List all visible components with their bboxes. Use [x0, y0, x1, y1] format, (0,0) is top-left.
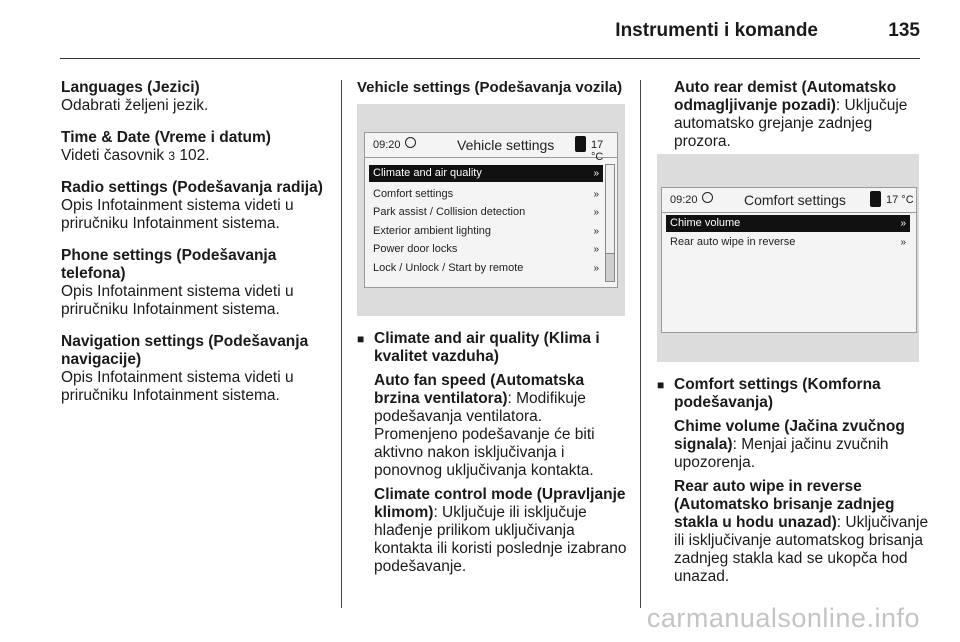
section-heading: Navigation settings (Podešavanja navigacije): [61, 333, 309, 368]
section-heading-vehicle-settings: Vehicle settings (Podešavanja vozila): [357, 79, 623, 96]
item-auto-fan-speed: [374, 372, 627, 480]
bullet-title: Climate and air quality (Klima i kvalitet vazduha): [374, 330, 600, 365]
menu-item-rear-auto-wipe[interactable]: [666, 234, 910, 251]
menu-item-label: Lock / Unlock / Start by remote: [373, 262, 524, 274]
page-reference-arrow-icon: 3: [168, 149, 176, 163]
watermark: carmanualsonline.info: [646, 603, 920, 633]
item-desc: : Menjai jačinu zvučnih upozorenja.: [674, 436, 889, 471]
menu-item-park-assist[interactable]: [369, 204, 603, 221]
section-radio-settings: [61, 179, 326, 233]
menu-item-climate[interactable]: [369, 165, 603, 182]
section-heading: Radio settings (Podešavanja radija): [61, 179, 323, 196]
item-climate-control-mode: [374, 486, 627, 576]
chevron-right-icon: »: [593, 263, 599, 274]
vehicle-settings-screenshot: [357, 104, 625, 316]
item-term: Rear auto wipe in reverse (Automatsko brisanje zadnjeg stakla u hodu unazad): [674, 478, 895, 531]
section-languages: [61, 79, 326, 115]
phone-icon: [575, 136, 586, 152]
section-body: Odabrati željeni jezik.: [61, 97, 209, 114]
scrollbar[interactable]: [605, 164, 615, 282]
menu-item-chime-volume[interactable]: [666, 215, 910, 232]
section-body: [61, 147, 326, 165]
chevron-right-icon: »: [900, 218, 906, 229]
screen-time: 09:20: [670, 194, 698, 206]
column-3: [657, 79, 932, 151]
bullet-comfort: [657, 376, 932, 586]
item-term: Auto rear demist (Automatsko odmagljivanje pozadi): [674, 79, 897, 114]
page-number: 135: [888, 20, 920, 41]
section-phone-settings: [61, 247, 326, 319]
section-heading: Languages (Jezici): [61, 79, 200, 96]
phone-icon: [870, 191, 881, 207]
chevron-right-icon: »: [900, 237, 906, 248]
page-header-title: Instrumenti i komande: [615, 20, 818, 41]
column-3-body: [657, 376, 932, 586]
column-2-body: [357, 330, 627, 576]
menu-item-exterior-lighting[interactable]: [369, 223, 603, 240]
section-heading: Phone settings (Podešavanja telefona): [61, 247, 277, 282]
menu-item-comfort[interactable]: [369, 186, 603, 203]
section-time-date: [61, 129, 326, 165]
chevron-right-icon: »: [593, 189, 599, 200]
item-term: Climate control mode (Upravljanje klimom): [374, 486, 626, 521]
menu-item-lock-unlock[interactable]: [369, 260, 603, 277]
page-reference-link[interactable]: 102.: [175, 147, 210, 164]
item-term: Auto fan speed (Automatska brzina ventilatora): [374, 372, 585, 407]
chevron-right-icon: »: [593, 244, 599, 255]
bullet-climate: [357, 330, 627, 576]
bullet-icon: ■: [657, 378, 665, 392]
scrollbar-thumb[interactable]: [606, 165, 614, 254]
menu-item-label: Comfort settings: [373, 188, 454, 200]
section-body: Opis Infotainment sistema videti u priručniku Infotainment sistema.: [61, 369, 294, 404]
menu-item-label: Park assist / Collision detection: [373, 206, 526, 218]
menu-item-label: Exterior ambient lighting: [373, 225, 492, 237]
item-term: Chime volume (Jačina zvučnog signala): [674, 418, 905, 453]
item-desc: : Modifikuje podešavanja ventilatora. Promenjeno podešavanje će biti aktivno nakon isključivanja i ponovnog uključivanja kontakta.: [374, 390, 595, 479]
column-1: [61, 79, 326, 419]
screen-title: Vehicle settings: [457, 137, 555, 153]
comfort-settings-screenshot: [657, 154, 919, 362]
chevron-right-icon: »: [593, 207, 599, 218]
column-divider-right: [640, 80, 641, 608]
clock-icon: [405, 137, 416, 148]
bullet-title: Comfort settings (Komforna podešavanja): [674, 376, 881, 411]
column-divider-left: [341, 80, 342, 608]
display-screen: [364, 132, 618, 288]
header-rule: [60, 58, 920, 59]
clock-icon: [702, 192, 713, 203]
item-chime-volume: [674, 418, 932, 472]
screen-header: [662, 188, 916, 213]
section-body: Opis Infotainment sistema videti u priručniku Infotainment sistema.: [61, 283, 294, 318]
menu-item-label: Chime volume: [670, 217, 741, 229]
bullet-icon: ■: [357, 332, 365, 346]
chevron-right-icon: »: [593, 168, 599, 179]
section-navigation-settings: [61, 333, 326, 405]
section-heading: Time & Date (Vreme i datum): [61, 129, 271, 146]
menu-item-label: Climate and air quality: [373, 167, 482, 179]
menu-item-power-door-locks[interactable]: [369, 241, 603, 258]
item-rear-auto-wipe: [674, 478, 932, 586]
chevron-right-icon: »: [593, 226, 599, 237]
menu-item-label: Rear auto wipe in reverse: [670, 236, 796, 248]
item-auto-rear-demist: [657, 79, 932, 151]
screen-temperature: 17 °C: [886, 194, 914, 206]
column-2: [357, 79, 627, 97]
section-body: Opis Infotainment sistema videti u priručniku Infotainment sistema.: [61, 197, 294, 232]
body-text: Videti časovnik: [61, 147, 165, 164]
screen-time: 09:20: [373, 139, 401, 151]
display-screen: [661, 187, 917, 333]
item-desc: : Uključuje ili isključuje hlađenje prilikom uključivanja kontakta ili koristi poslednje izabrano podešavanje.: [374, 504, 627, 575]
screen-title: Comfort settings: [744, 192, 846, 208]
item-desc: : Uključuje automatsko grejanje zadnjeg prozora.: [674, 97, 908, 150]
screen-header: [365, 133, 617, 163]
item-desc: : Uključivanje ili isključivanje automatskog brisanja zadnjeg stakla kad se ukopča hod unazad.: [674, 514, 929, 585]
menu-item-label: Power door locks: [373, 243, 458, 255]
screen-temperature: 17 °C: [591, 139, 604, 163]
